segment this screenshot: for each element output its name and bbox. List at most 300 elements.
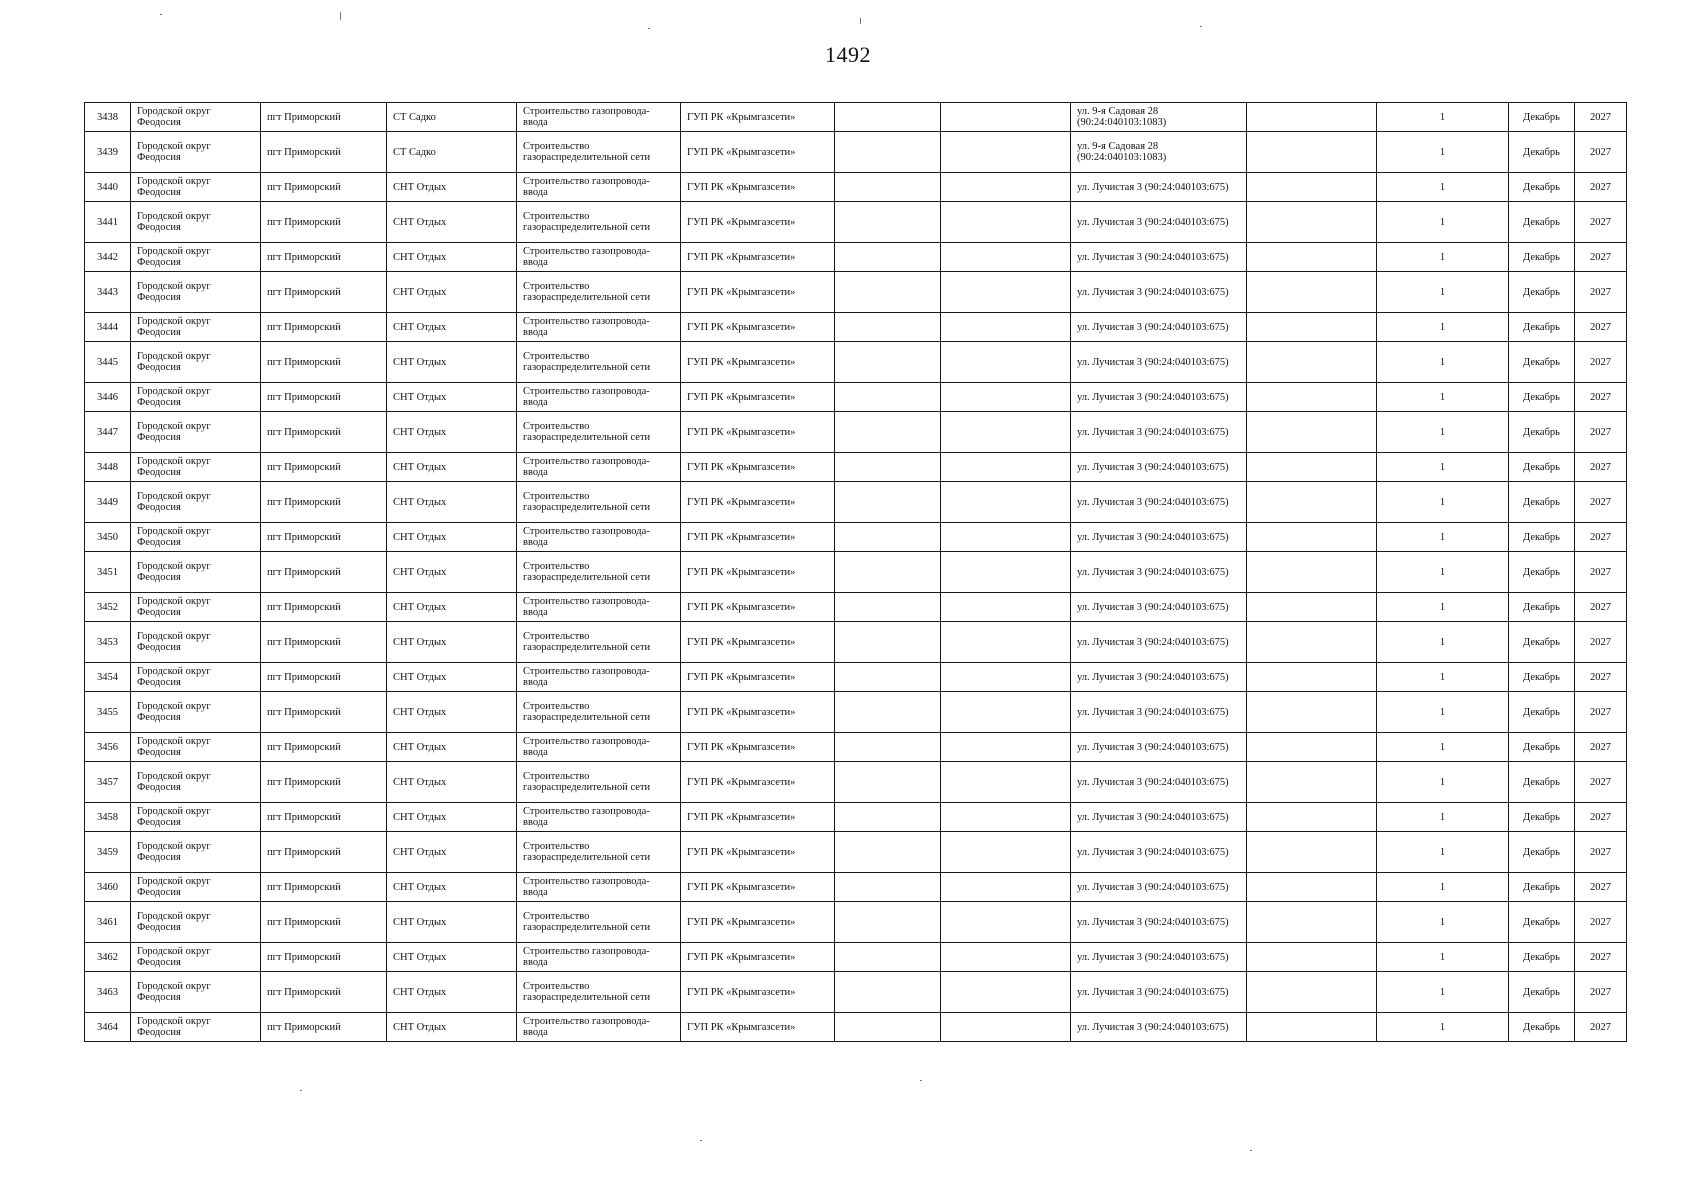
cell-empty2 [941,762,1071,803]
cell-month: Декабрь [1509,243,1575,272]
cell-partnership: СНТ Отдых [387,243,517,272]
table-row [85,523,1627,552]
scan-speck [920,1080,922,1081]
cell-empty3 [1247,313,1377,342]
cell-settlement: пгт Приморский [261,552,387,593]
cell-quantity: 1 [1377,762,1509,803]
cell-empty3 [1247,482,1377,523]
cell-partnership: СНТ Отдых [387,202,517,243]
table-row [85,943,1627,972]
cell-year: 2027 [1575,762,1627,803]
cell-year: 2027 [1575,832,1627,873]
cell-address: ул. Лучистая 3 (90:24:040103:675) [1071,943,1247,972]
cell-num: 3460 [85,873,131,902]
cell-address: ул. Лучистая 3 (90:24:040103:675) [1071,523,1247,552]
cell-quantity: 1 [1377,803,1509,832]
cell-work: Строительство газопровода-ввода [517,803,681,832]
cell-district: Городской округ Феодосия [131,132,261,173]
cell-partnership: СНТ Отдых [387,762,517,803]
cell-organization: ГУП РК «Крымгазсети» [681,412,835,453]
cell-empty3 [1247,342,1377,383]
cell-empty1 [835,202,941,243]
cell-organization: ГУП РК «Крымгазсети» [681,272,835,313]
cell-num: 3451 [85,552,131,593]
cell-year: 2027 [1575,482,1627,523]
cell-address: ул. Лучистая 3 (90:24:040103:675) [1071,1013,1247,1042]
cell-empty1 [835,412,941,453]
cell-district: Городской округ Феодосия [131,103,261,132]
cell-settlement: пгт Приморский [261,622,387,663]
table-row [85,902,1627,943]
table-row [85,873,1627,902]
cell-num: 3442 [85,243,131,272]
cell-empty3 [1247,453,1377,482]
cell-month: Декабрь [1509,552,1575,593]
cell-empty2 [941,873,1071,902]
cell-empty1 [835,272,941,313]
cell-month: Декабрь [1509,902,1575,943]
cell-address: ул. Лучистая 3 (90:24:040103:675) [1071,243,1247,272]
cell-empty1 [835,342,941,383]
cell-work: Строительство газопровода-ввода [517,313,681,342]
cell-empty3 [1247,692,1377,733]
cell-work: Строительство газораспределительной сети [517,902,681,943]
cell-work: Строительство газораспределительной сети [517,692,681,733]
cell-empty3 [1247,873,1377,902]
cell-empty2 [941,733,1071,762]
cell-work: Строительство газораспределительной сети [517,132,681,173]
cell-quantity: 1 [1377,482,1509,523]
cell-year: 2027 [1575,552,1627,593]
cell-partnership: СНТ Отдых [387,873,517,902]
cell-num: 3445 [85,342,131,383]
table-row [85,832,1627,873]
cell-empty1 [835,593,941,622]
cell-year: 2027 [1575,132,1627,173]
cell-organization: ГУП РК «Крымгазсети» [681,733,835,762]
cell-empty1 [835,622,941,663]
cell-district: Городской округ Феодосия [131,692,261,733]
cell-partnership: СНТ Отдых [387,733,517,762]
cell-partnership: СНТ Отдых [387,173,517,202]
cell-settlement: пгт Приморский [261,383,387,412]
cell-empty2 [941,902,1071,943]
cell-month: Декабрь [1509,202,1575,243]
table-row [85,552,1627,593]
cell-organization: ГУП РК «Крымгазсети» [681,342,835,383]
cell-address: ул. Лучистая 3 (90:24:040103:675) [1071,622,1247,663]
cell-year: 2027 [1575,103,1627,132]
table-row [85,132,1627,173]
cell-organization: ГУП РК «Крымгазсети» [681,173,835,202]
cell-address: ул. Лучистая 3 (90:24:040103:675) [1071,972,1247,1013]
cell-organization: ГУП РК «Крымгазсети» [681,103,835,132]
cell-partnership: СНТ Отдых [387,342,517,383]
cell-num: 3447 [85,412,131,453]
cell-settlement: пгт Приморский [261,523,387,552]
cell-num: 3443 [85,272,131,313]
cell-num: 3459 [85,832,131,873]
cell-partnership: СНТ Отдых [387,943,517,972]
cell-num: 3455 [85,692,131,733]
scan-speck [860,18,861,24]
cell-district: Городской округ Феодосия [131,593,261,622]
cell-address: ул. Лучистая 3 (90:24:040103:675) [1071,733,1247,762]
cell-year: 2027 [1575,692,1627,733]
cell-quantity: 1 [1377,943,1509,972]
cell-empty1 [835,243,941,272]
cell-settlement: пгт Приморский [261,1013,387,1042]
cell-partnership: СНТ Отдых [387,523,517,552]
cell-district: Городской округ Феодосия [131,1013,261,1042]
cell-organization: ГУП РК «Крымгазсети» [681,832,835,873]
cell-year: 2027 [1575,733,1627,762]
cell-organization: ГУП РК «Крымгазсети» [681,453,835,482]
cell-num: 3448 [85,453,131,482]
cell-year: 2027 [1575,593,1627,622]
cell-work: Строительство газораспределительной сети [517,762,681,803]
cell-partnership: СТ Садко [387,103,517,132]
cell-district: Городской округ Феодосия [131,243,261,272]
cell-address: ул. 9-я Садовая 28 (90:24:040103:1083) [1071,103,1247,132]
table-row [85,202,1627,243]
register-table [84,102,1627,1042]
cell-num: 3446 [85,383,131,412]
cell-year: 2027 [1575,202,1627,243]
cell-work: Строительство газораспределительной сети [517,832,681,873]
cell-year: 2027 [1575,622,1627,663]
cell-empty3 [1247,103,1377,132]
cell-year: 2027 [1575,1013,1627,1042]
cell-empty1 [835,902,941,943]
cell-organization: ГУП РК «Крымгазсети» [681,482,835,523]
cell-address: ул. 9-я Садовая 28 (90:24:040103:1083) [1071,132,1247,173]
cell-empty3 [1247,523,1377,552]
cell-address: ул. Лучистая 3 (90:24:040103:675) [1071,593,1247,622]
cell-empty3 [1247,202,1377,243]
cell-partnership: СНТ Отдых [387,593,517,622]
cell-work: Строительство газопровода-ввода [517,873,681,902]
cell-district: Городской округ Феодосия [131,342,261,383]
cell-settlement: пгт Приморский [261,873,387,902]
cell-quantity: 1 [1377,622,1509,663]
cell-quantity: 1 [1377,103,1509,132]
cell-empty3 [1247,593,1377,622]
cell-month: Декабрь [1509,313,1575,342]
cell-month: Декабрь [1509,873,1575,902]
cell-year: 2027 [1575,272,1627,313]
cell-settlement: пгт Приморский [261,593,387,622]
cell-empty1 [835,692,941,733]
scan-speck [700,1140,702,1141]
cell-month: Декабрь [1509,453,1575,482]
cell-month: Декабрь [1509,663,1575,692]
cell-empty2 [941,523,1071,552]
cell-organization: ГУП РК «Крымгазсети» [681,902,835,943]
cell-partnership: СНТ Отдых [387,803,517,832]
cell-empty2 [941,412,1071,453]
cell-address: ул. Лучистая 3 (90:24:040103:675) [1071,803,1247,832]
cell-work: Строительство газопровода-ввода [517,383,681,412]
cell-district: Городской округ Феодосия [131,272,261,313]
cell-num: 3464 [85,1013,131,1042]
cell-quantity: 1 [1377,173,1509,202]
cell-year: 2027 [1575,173,1627,202]
cell-organization: ГУП РК «Крымгазсети» [681,873,835,902]
cell-address: ул. Лучистая 3 (90:24:040103:675) [1071,173,1247,202]
cell-settlement: пгт Приморский [261,103,387,132]
cell-empty3 [1247,943,1377,972]
cell-month: Декабрь [1509,523,1575,552]
cell-num: 3439 [85,132,131,173]
cell-quantity: 1 [1377,1013,1509,1042]
cell-month: Декабрь [1509,803,1575,832]
cell-num: 3449 [85,482,131,523]
cell-empty3 [1247,552,1377,593]
cell-district: Городской округ Феодосия [131,173,261,202]
cell-district: Городской округ Феодосия [131,523,261,552]
cell-empty1 [835,762,941,803]
cell-work: Строительство газопровода-ввода [517,173,681,202]
cell-organization: ГУП РК «Крымгазсети» [681,313,835,342]
table-row [85,762,1627,803]
cell-empty2 [941,482,1071,523]
cell-work: Строительство газораспределительной сети [517,412,681,453]
register-body [85,103,1627,1042]
cell-address: ул. Лучистая 3 (90:24:040103:675) [1071,342,1247,383]
cell-empty1 [835,482,941,523]
cell-empty3 [1247,622,1377,663]
cell-settlement: пгт Приморский [261,733,387,762]
cell-month: Декабрь [1509,692,1575,733]
cell-empty2 [941,453,1071,482]
cell-empty3 [1247,243,1377,272]
cell-month: Декабрь [1509,832,1575,873]
cell-settlement: пгт Приморский [261,453,387,482]
cell-organization: ГУП РК «Крымгазсети» [681,803,835,832]
cell-empty2 [941,173,1071,202]
cell-partnership: СНТ Отдых [387,692,517,733]
cell-partnership: СНТ Отдых [387,272,517,313]
cell-district: Городской округ Феодосия [131,622,261,663]
cell-partnership: СНТ Отдых [387,552,517,593]
table-row [85,622,1627,663]
cell-quantity: 1 [1377,552,1509,593]
cell-empty1 [835,103,941,132]
cell-address: ул. Лучистая 3 (90:24:040103:675) [1071,873,1247,902]
cell-work: Строительство газораспределительной сети [517,342,681,383]
cell-month: Декабрь [1509,103,1575,132]
cell-partnership: СНТ Отдых [387,482,517,523]
cell-district: Городской округ Феодосия [131,873,261,902]
cell-empty2 [941,552,1071,593]
cell-num: 3456 [85,733,131,762]
cell-address: ул. Лучистая 3 (90:24:040103:675) [1071,692,1247,733]
cell-partnership: СНТ Отдых [387,383,517,412]
cell-address: ул. Лучистая 3 (90:24:040103:675) [1071,383,1247,412]
table-row [85,1013,1627,1042]
cell-organization: ГУП РК «Крымгазсети» [681,692,835,733]
cell-empty3 [1247,132,1377,173]
cell-settlement: пгт Приморский [261,272,387,313]
cell-organization: ГУП РК «Крымгазсети» [681,552,835,593]
cell-district: Городской округ Феодосия [131,383,261,412]
cell-quantity: 1 [1377,243,1509,272]
cell-year: 2027 [1575,972,1627,1013]
cell-num: 3440 [85,173,131,202]
cell-quantity: 1 [1377,972,1509,1013]
cell-partnership: СНТ Отдых [387,972,517,1013]
scan-speck [160,14,162,15]
cell-settlement: пгт Приморский [261,412,387,453]
cell-partnership: СНТ Отдых [387,663,517,692]
cell-year: 2027 [1575,383,1627,412]
table-row [85,412,1627,453]
cell-empty2 [941,832,1071,873]
cell-address: ул. Лучистая 3 (90:24:040103:675) [1071,552,1247,593]
cell-partnership: СНТ Отдых [387,622,517,663]
cell-organization: ГУП РК «Крымгазсети» [681,593,835,622]
cell-district: Городской округ Феодосия [131,663,261,692]
cell-quantity: 1 [1377,873,1509,902]
table-row [85,173,1627,202]
cell-year: 2027 [1575,453,1627,482]
table-row [85,482,1627,523]
cell-empty1 [835,383,941,412]
cell-month: Декабрь [1509,943,1575,972]
cell-empty2 [941,943,1071,972]
cell-address: ул. Лучистая 3 (90:24:040103:675) [1071,663,1247,692]
cell-settlement: пгт Приморский [261,803,387,832]
cell-settlement: пгт Приморский [261,342,387,383]
cell-empty1 [835,552,941,593]
cell-quantity: 1 [1377,663,1509,692]
cell-empty2 [941,313,1071,342]
cell-empty1 [835,972,941,1013]
cell-district: Городской округ Феодосия [131,412,261,453]
cell-address: ул. Лучистая 3 (90:24:040103:675) [1071,482,1247,523]
cell-organization: ГУП РК «Крымгазсети» [681,622,835,663]
cell-work: Строительство газопровода-ввода [517,243,681,272]
cell-num: 3458 [85,803,131,832]
cell-settlement: пгт Приморский [261,482,387,523]
cell-empty1 [835,733,941,762]
scan-speck [1200,26,1202,27]
cell-year: 2027 [1575,243,1627,272]
cell-year: 2027 [1575,412,1627,453]
cell-empty2 [941,692,1071,733]
cell-month: Декабрь [1509,972,1575,1013]
cell-settlement: пгт Приморский [261,132,387,173]
cell-district: Городской округ Феодосия [131,943,261,972]
cell-empty1 [835,313,941,342]
cell-month: Декабрь [1509,762,1575,803]
cell-work: Строительство газопровода-ввода [517,733,681,762]
cell-month: Декабрь [1509,173,1575,202]
cell-num: 3463 [85,972,131,1013]
cell-district: Городской округ Феодосия [131,832,261,873]
cell-empty3 [1247,663,1377,692]
cell-organization: ГУП РК «Крымгазсети» [681,132,835,173]
cell-empty3 [1247,1013,1377,1042]
cell-work: Строительство газопровода-ввода [517,1013,681,1042]
cell-empty1 [835,873,941,902]
cell-empty3 [1247,383,1377,412]
cell-num: 3444 [85,313,131,342]
cell-address: ул. Лучистая 3 (90:24:040103:675) [1071,313,1247,342]
table-row [85,593,1627,622]
cell-year: 2027 [1575,902,1627,943]
cell-quantity: 1 [1377,202,1509,243]
cell-address: ул. Лучистая 3 (90:24:040103:675) [1071,902,1247,943]
table-row [85,342,1627,383]
cell-month: Декабрь [1509,733,1575,762]
cell-settlement: пгт Приморский [261,762,387,803]
cell-empty1 [835,1013,941,1042]
cell-district: Городской округ Феодосия [131,803,261,832]
cell-work: Строительство газораспределительной сети [517,202,681,243]
cell-address: ул. Лучистая 3 (90:24:040103:675) [1071,762,1247,803]
cell-district: Городской округ Феодосия [131,313,261,342]
cell-organization: ГУП РК «Крымгазсети» [681,762,835,803]
cell-partnership: СНТ Отдых [387,313,517,342]
scan-speck [300,1090,302,1091]
cell-district: Городской округ Феодосия [131,202,261,243]
cell-empty1 [835,523,941,552]
cell-district: Городской округ Феодосия [131,552,261,593]
cell-district: Городской округ Феодосия [131,902,261,943]
cell-year: 2027 [1575,313,1627,342]
cell-empty3 [1247,762,1377,803]
cell-empty2 [941,1013,1071,1042]
cell-year: 2027 [1575,523,1627,552]
cell-empty2 [941,272,1071,313]
cell-empty1 [835,832,941,873]
table-row [85,692,1627,733]
table-row [85,243,1627,272]
cell-work: Строительство газопровода-ввода [517,103,681,132]
cell-quantity: 1 [1377,832,1509,873]
cell-num: 3454 [85,663,131,692]
cell-settlement: пгт Приморский [261,663,387,692]
cell-quantity: 1 [1377,593,1509,622]
cell-empty2 [941,803,1071,832]
table-row [85,103,1627,132]
cell-num: 3441 [85,202,131,243]
cell-partnership: СНТ Отдых [387,902,517,943]
cell-year: 2027 [1575,873,1627,902]
cell-quantity: 1 [1377,272,1509,313]
scan-speck [1250,1150,1252,1151]
cell-district: Городской округ Феодосия [131,733,261,762]
cell-settlement: пгт Приморский [261,972,387,1013]
cell-address: ул. Лучистая 3 (90:24:040103:675) [1071,832,1247,873]
cell-month: Декабрь [1509,383,1575,412]
page-number: 1492 [825,42,871,67]
cell-settlement: пгт Приморский [261,943,387,972]
cell-quantity: 1 [1377,902,1509,943]
scan-speck [648,28,650,29]
cell-month: Декабрь [1509,132,1575,173]
cell-settlement: пгт Приморский [261,832,387,873]
cell-num: 3450 [85,523,131,552]
cell-quantity: 1 [1377,313,1509,342]
cell-empty1 [835,453,941,482]
cell-num: 3457 [85,762,131,803]
cell-organization: ГУП РК «Крымгазсети» [681,663,835,692]
cell-month: Декабрь [1509,482,1575,523]
cell-work: Строительство газораспределительной сети [517,972,681,1013]
